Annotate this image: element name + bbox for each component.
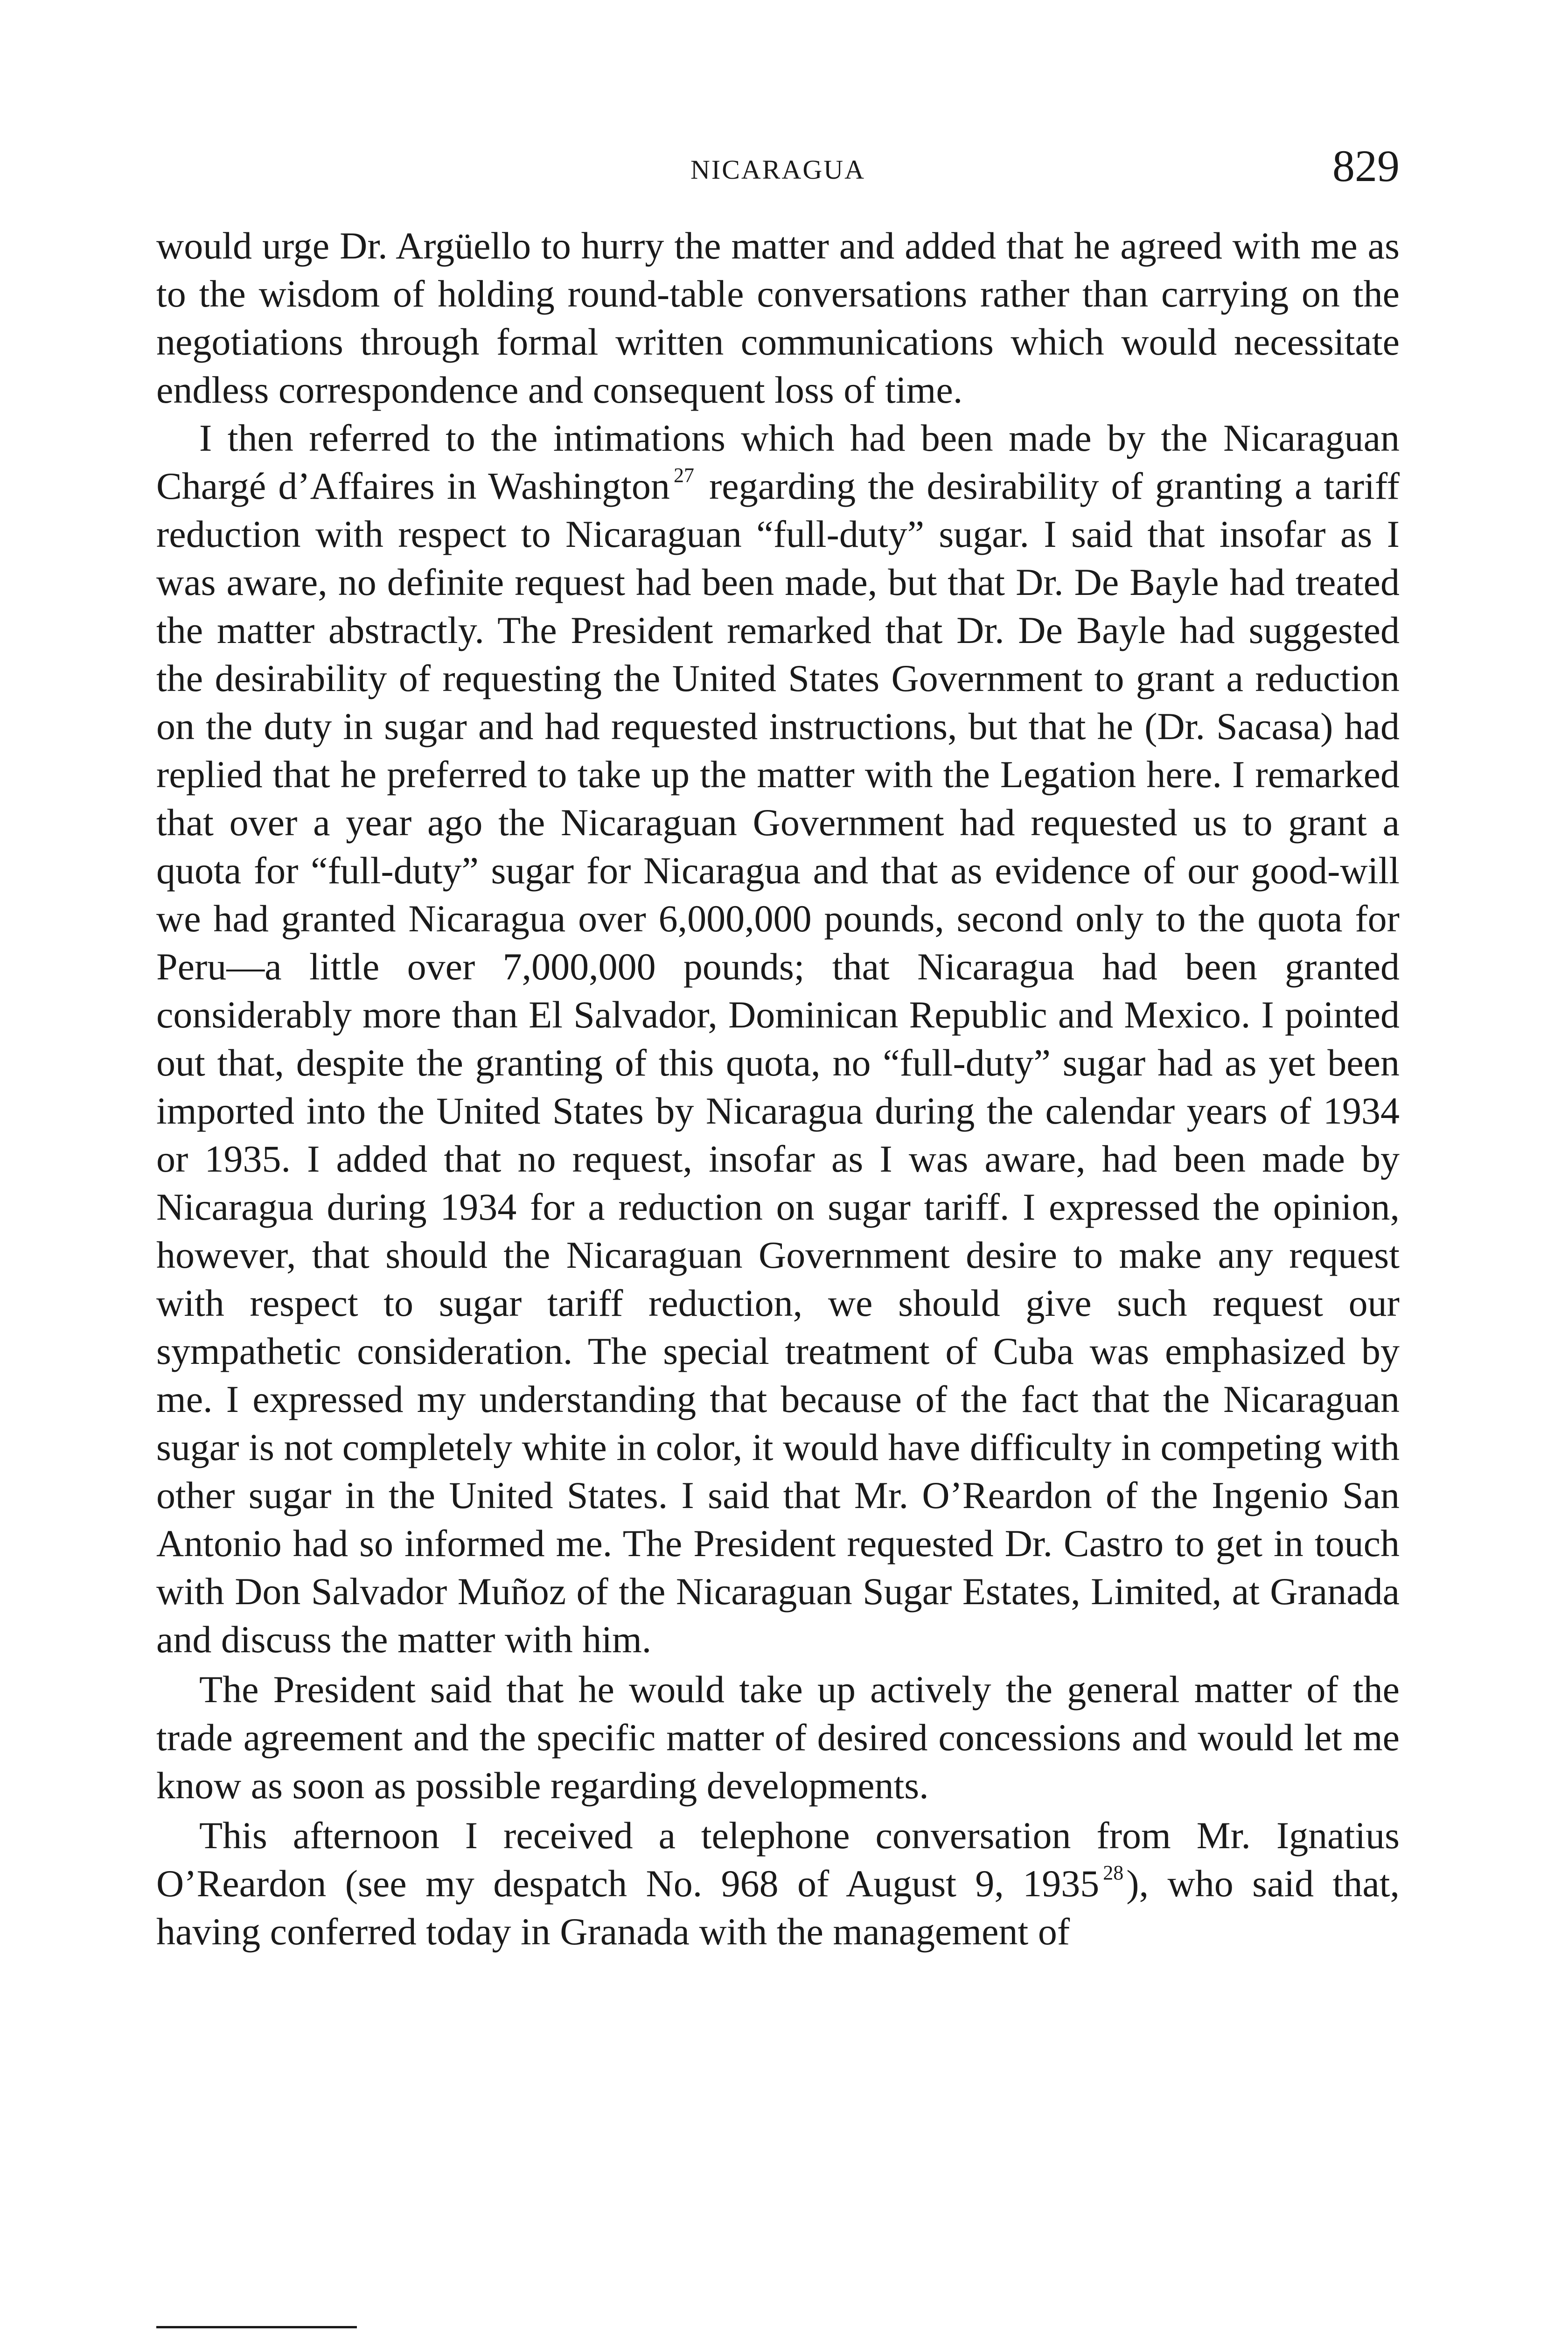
page-number: 829 [1332, 141, 1400, 191]
footnote-ref-27: 27 [673, 464, 694, 487]
body-text [156, 222, 1400, 1956]
paragraph-2-text-before: I then referred to the intimations which had been made by the Nicaraguan Chargé d’Affaires in Washington [156, 417, 1400, 507]
paragraph-2-text-after: regarding the desirability of granting a tariff reduction with respect to Nicaraguan “full-duty” sugar. I said that insofar as I was aware, no definite request had been made, but that Dr. De Bayle had treated the matter abstractly. The President remarked that Dr. De Bayle had suggested the desirability of requesting the United States Government to grant a reduction on the duty in sugar and had requested instructions, but that he (Dr. Sacasa) had replied that he preferred to take up the matter with the Legation here. I remarked that over a year ago the Nicaraguan Government had requested us to grant a quota for “full-duty” sugar for Nicaragua and that as evidence of our good-will we had granted Nicaragua over 6,000,000 pounds, second only to the quota for Peru—a little over 7,000,000 pounds; that Nicaragua had been granted considerably more than El Salvador, Dominican Republic and Mexico. I pointed out that, despite the granting of this quota, no “full-duty” sugar had as yet been imported into the United States by Nicaragua during the calendar years of 1934 or 1935. I added that no request, insofar as I was aware, had been made by Nicaragua during 1934 for a reduction on sugar tariff. I expressed the opinion, however, that should the Nicaraguan Government desire to make any request with respect to sugar tariff reduction, we should give such request our sympathetic consideration. The special treatment of Cuba was emphasized by me. I expressed my understanding that because of the fact that the Nicaraguan sugar is not completely white in color, it would have difficulty in competing with other sugar in the United States. I said that Mr. O’Reardon of the Ingenio San Antonio had so informed me. The President requested Dr. Castro to get in touch with Don Salvador Muñoz of the Nicaraguan Sugar Estates, Limited, at Granada and discuss the matter with him. [156, 465, 1400, 1661]
paragraph-4-text-before: This afternoon I received a telephone conversation from Mr. Ignatius O’Reardon (see my despatch No. 968 of August 9, 1935 [156, 1814, 1400, 1905]
footnote-rule [156, 2326, 357, 2328]
paragraph-4-text-after: ), who said that, having conferred today in Granada with the management of [156, 1862, 1400, 1953]
paragraph-1: would urge Dr. Argüello to hurry the matter and added that he agreed with me as to the wisdom of holding round-table conversations rather than carrying on the negotiations through formal written communications which would necessitate endless correspondence and consequent loss of time. [156, 224, 1400, 411]
running-title: NICARAGUA [690, 154, 865, 185]
footnote-ref-28: 28 [1103, 1861, 1124, 1884]
paragraph-3: The President said that he would take up actively the general matter of the trade agreement and the specific matter of desired concessions and would let me know as soon as possible regarding developments. [156, 1668, 1400, 1807]
running-head [156, 140, 1400, 191]
paragraph-2 [156, 414, 1400, 1663]
paragraph-4 [156, 1811, 1400, 1956]
